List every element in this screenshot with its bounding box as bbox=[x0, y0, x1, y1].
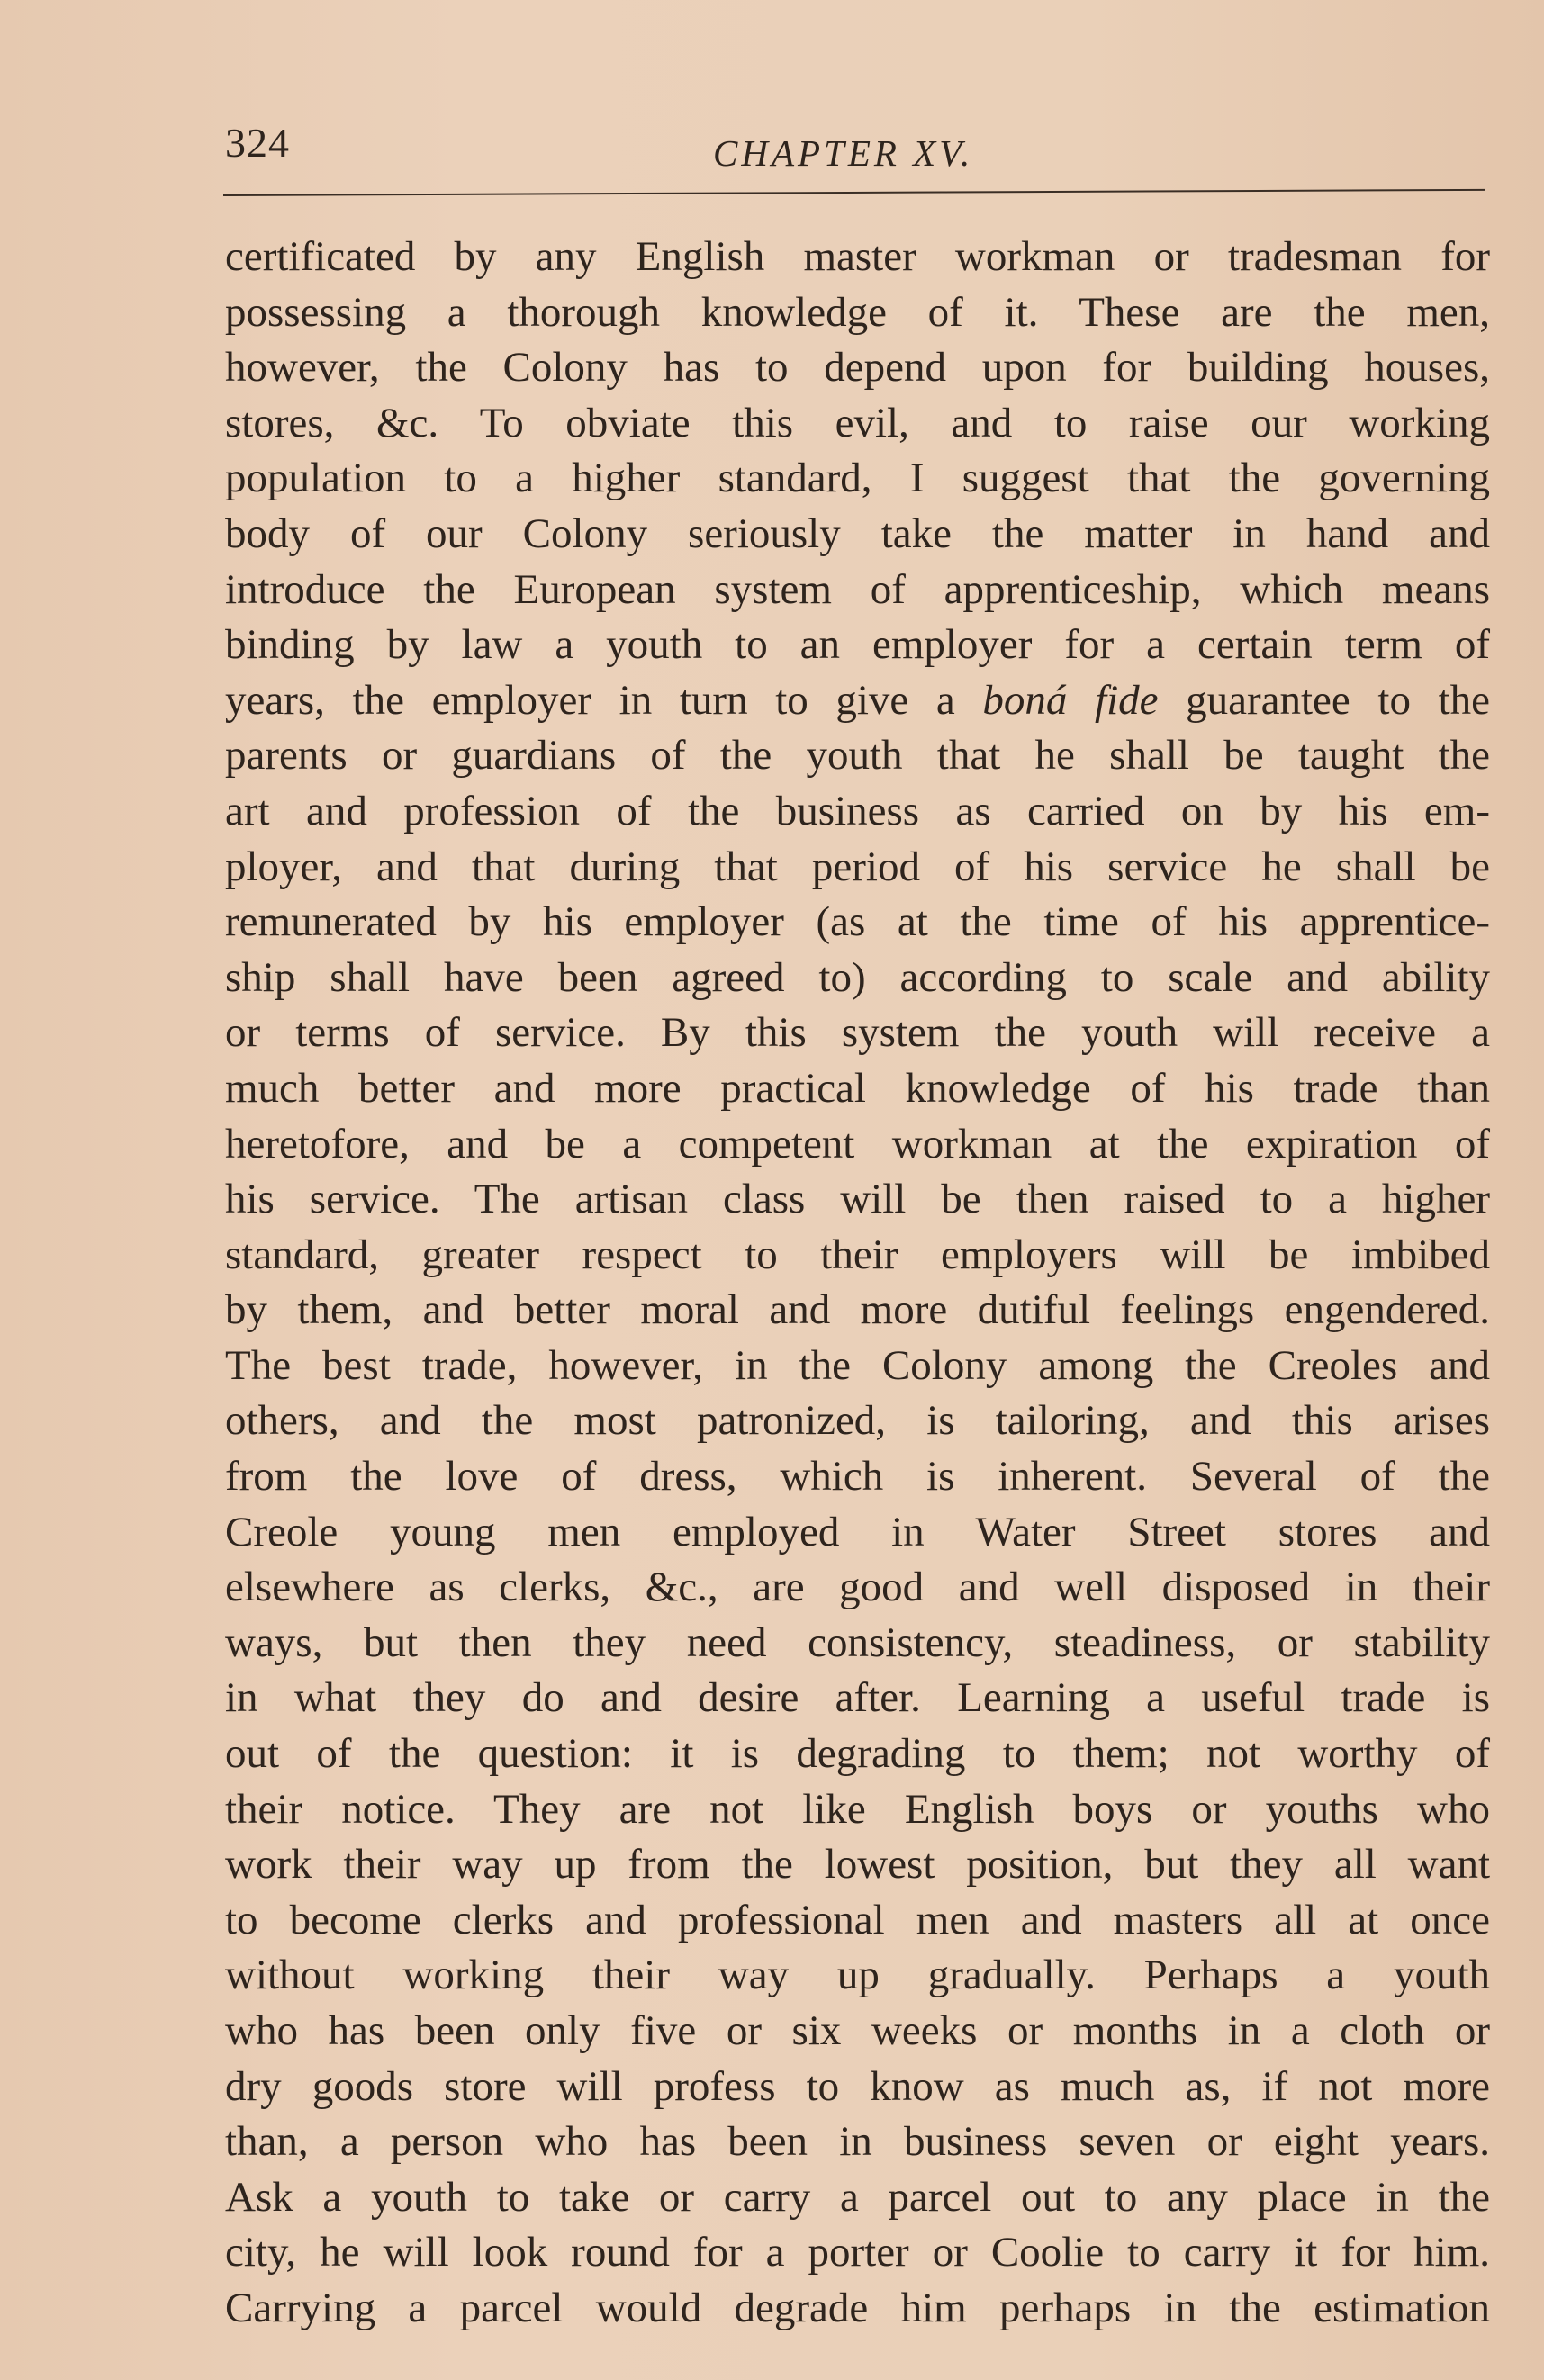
text-line: who has been only five or six weeks or months in a cloth or bbox=[225, 2007, 1490, 2054]
text-line: from the love of dress, which is inherent. Several of the bbox=[225, 1453, 1490, 1501]
text-line: to become clerks and professional men and masters all at once bbox=[225, 1896, 1490, 1943]
text-line: their notice. They are not like English boys or youths who bbox=[225, 1785, 1490, 1833]
text-line: parents or guardians of the youth that he shall be taught the bbox=[225, 732, 1490, 780]
text-line: ployer, and that during that period of his service he shall be bbox=[225, 843, 1490, 890]
running-head: CHAPTER XV. bbox=[713, 132, 974, 174]
text-line: however, the Colony has to depend upon for building houses, bbox=[225, 344, 1490, 392]
text-line: ways, but then they need consistency, steadiness, or stability bbox=[225, 1618, 1490, 1666]
text-line: binding by law a youth to an employer for a certain term of bbox=[225, 621, 1490, 669]
text-line: in what they do and desire after. Learning a useful trade is bbox=[225, 1674, 1490, 1722]
text-line: standard, greater respect to their employers will be imbibed bbox=[225, 1231, 1490, 1278]
text-line: elsewhere as clerks, &c., are good and well disposed in their bbox=[225, 1564, 1490, 1611]
text-line: The best trade, however, in the Colony among the Creoles and bbox=[225, 1341, 1490, 1389]
line-text-before: years, the employer in turn to give a bbox=[225, 676, 983, 724]
text-line: much better and more practical knowledge of his trade than bbox=[225, 1064, 1490, 1112]
text-line: Creole young men employed in Water Street stores and bbox=[225, 1508, 1490, 1555]
text-line: stores, &c. To obviate this evil, and to raise our working bbox=[225, 399, 1490, 446]
italic-phrase: boná fide bbox=[982, 676, 1159, 724]
text-line: certificated by any English master workman or tradesman for bbox=[225, 233, 1490, 280]
text-line: body of our Colony seriously take the matter in hand and bbox=[225, 509, 1490, 557]
text-line: his service. The artisan class will be then raised to a higher bbox=[225, 1176, 1490, 1223]
text-line: art and profession of the business as carried on by his em- bbox=[225, 787, 1490, 834]
text-line: or terms of service. By this system the youth will receive a bbox=[225, 1009, 1490, 1057]
text-line: possessing a thorough knowledge of it. These are the men, bbox=[225, 288, 1490, 336]
text-line: city, he will look round for a porter or Coolie to carry it for him. bbox=[225, 2229, 1490, 2276]
text-line: than, a person who has been in business seven or eight years. bbox=[225, 2118, 1490, 2166]
text-line: population to a higher standard, I suggest that the governing bbox=[225, 455, 1490, 502]
body-text bbox=[225, 230, 1490, 2337]
text-line: Ask a youth to take or carry a parcel out to any place in the bbox=[225, 2173, 1490, 2221]
text-line: by them, and better moral and more dutiful feelings engendered. bbox=[225, 1286, 1490, 1334]
text-line: Carrying a parcel would degrade him perhaps in the estimation bbox=[225, 2284, 1490, 2331]
text-line: work their way up from the lowest position, but they all want bbox=[225, 1841, 1490, 1889]
text-line: without working their way up gradually. Perhaps a youth bbox=[225, 1952, 1490, 1999]
page-number: 324 bbox=[225, 120, 290, 166]
text-line: others, and the most patronized, is tailoring, and this arises bbox=[225, 1397, 1490, 1445]
line-text-after: guarantee to the bbox=[1158, 676, 1490, 724]
text-line: remunerated by his employer (as at the time of his apprentice- bbox=[225, 898, 1490, 946]
header-rule bbox=[223, 189, 1485, 196]
text-line: introduce the European system of apprenticeship, which means bbox=[225, 565, 1490, 613]
text-line: ship shall have been agreed to) according to scale and ability bbox=[225, 953, 1490, 1001]
text-line: heretofore, and be a competent workman at the expiration of bbox=[225, 1120, 1490, 1167]
text-line: out of the question: it is degrading to them; not worthy of bbox=[225, 1730, 1490, 1778]
text-line: dry goods store will profess to know as much as, if not more bbox=[225, 2062, 1490, 2110]
text-line-with-italic bbox=[225, 673, 1490, 729]
